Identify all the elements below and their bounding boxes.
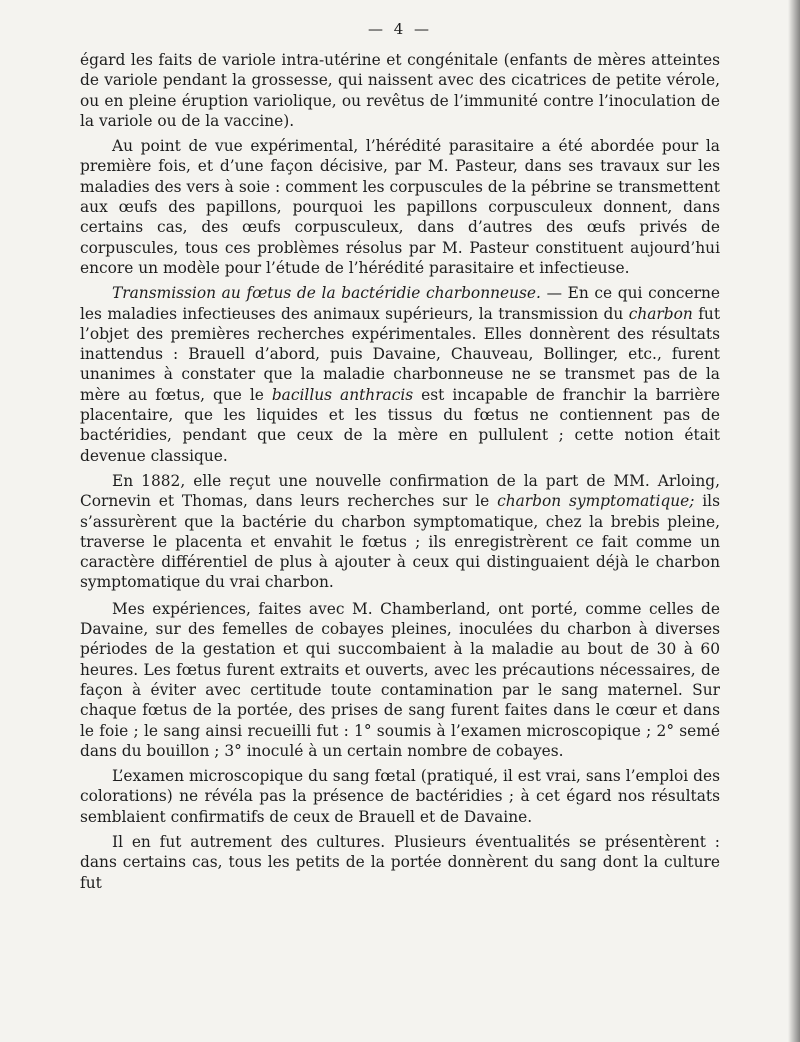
text-run: Il en fut autrement des cultures. Plusieurs éventualités se présentèrent : dans certains cas, tous les petits de la portée donnèrent du sang dont la culture fut xyxy=(80,832,720,892)
body-text xyxy=(80,50,720,898)
paragraph xyxy=(80,50,720,131)
text-run: ils s’assurèrent que la bactérie du charbon symptomatique, chez la brebis pleine, traverse le placenta et envahit le fœtus ; ils enregistrèrent ce fait comme un caractère différentiel de plus à ajouter à ceux qui distinguaient déjà le charbon symptomatique du vrai charbon. xyxy=(80,492,720,592)
page-edge-shadow xyxy=(788,0,800,1042)
paragraph xyxy=(80,283,720,466)
paragraph xyxy=(80,471,720,593)
paragraph xyxy=(80,136,720,278)
text-run: fut l’objet des premières recherches expérimentales. Elles donnèrent des résultats inattendus : Brauell d’abord, puis Davaine, Chauveau, Bollinger, etc., furent unanimes à constater que la maladie charbonneuse ne se transmet pas de la mère au fœtus, que le xyxy=(80,304,721,404)
text-run: Au point de vue expérimental, l’hérédité parasitaire a été abordée pour la première fois, et d’une façon décisive, par M. Pasteur, dans ses travaux sur les maladies des vers à soie : comment les corpuscules de la pébrine se transmettent aux œufs des papillons, pourquoi les papillons corpusculeux donnent, dans certains cas, des œufs corpusculeux, dans d’autres des œufs privés de corpuscules, tous ces problèmes résolus par M. Pasteur constituent aujourd’hui encore un modèle pour l’étude de l’hérédité parasitaire et infectieuse. xyxy=(80,137,720,277)
paragraph xyxy=(80,832,720,893)
paragraph xyxy=(80,766,720,827)
paragraph xyxy=(80,599,720,761)
page-number: — 4 — xyxy=(367,20,433,38)
text-run: — En ce qui concerne les maladies infectieuses des animaux supérieurs, la transmission du xyxy=(80,284,720,323)
italic-run: Transmission au fœtus de la bactéridie charbonneuse. xyxy=(112,284,541,303)
text-run: En 1882, elle reçut une nouvelle confirmation de la part de MM. Arloing, Cornevin et Thomas, dans leurs recherches sur le xyxy=(80,471,720,511)
italic-run: bacillus anthracis xyxy=(271,385,414,404)
italic-run: charbon xyxy=(628,304,693,323)
text-run: égard les faits de variole intra-utérine et congénitale (enfants de mères atteintes de variole pendant la grossesse, qui naissent avec des cicatrices de petite vérole, ou en pleine éruption variolique, ou revêtus de l’immunité contre l’inoculation de la variole ou de la vaccine). xyxy=(80,51,720,130)
italic-run: charbon symptomatique; xyxy=(497,492,695,511)
text-run: est incapable de franchir la barrière placentaire, que les liquides et les tissus du fœtus ne contiennent pas de bactéridies, pendant que ceux de la mère en pullulent ; cette notion était devenue classique. xyxy=(80,385,720,465)
text-run: L’examen microscopique du sang fœtal (pratiqué, il est vrai, sans l’emploi des colorations) ne révéla pas la présence de bactéridies ; à cet égard nos résultats semblaient confirmatifs de ceux de Brauell et de Davaine. xyxy=(80,767,720,826)
text-run: Mes expériences, faites avec M. Chamberland, ont porté, comme celles de Davaine, sur des femelles de cobayes pleines, inoculées du charbon à diverses périodes de la gestation et qui succombaient à la maladie au bout de 30 à 60 heures. Les fœtus furent extraits et ouverts, avec les précautions nécessaires, de façon à éviter avec certitude toute contamination par le sang maternel. Sur chaque fœtus de la portée, des prises de sang furent faites dans le cœur et dans le foie ; le sang ainsi recueilli fut : 1° soumis à l’examen microscopique ; 2° semé dans du bouillon ; 3° inoculé à un certain nombre de cobayes. xyxy=(80,599,720,760)
